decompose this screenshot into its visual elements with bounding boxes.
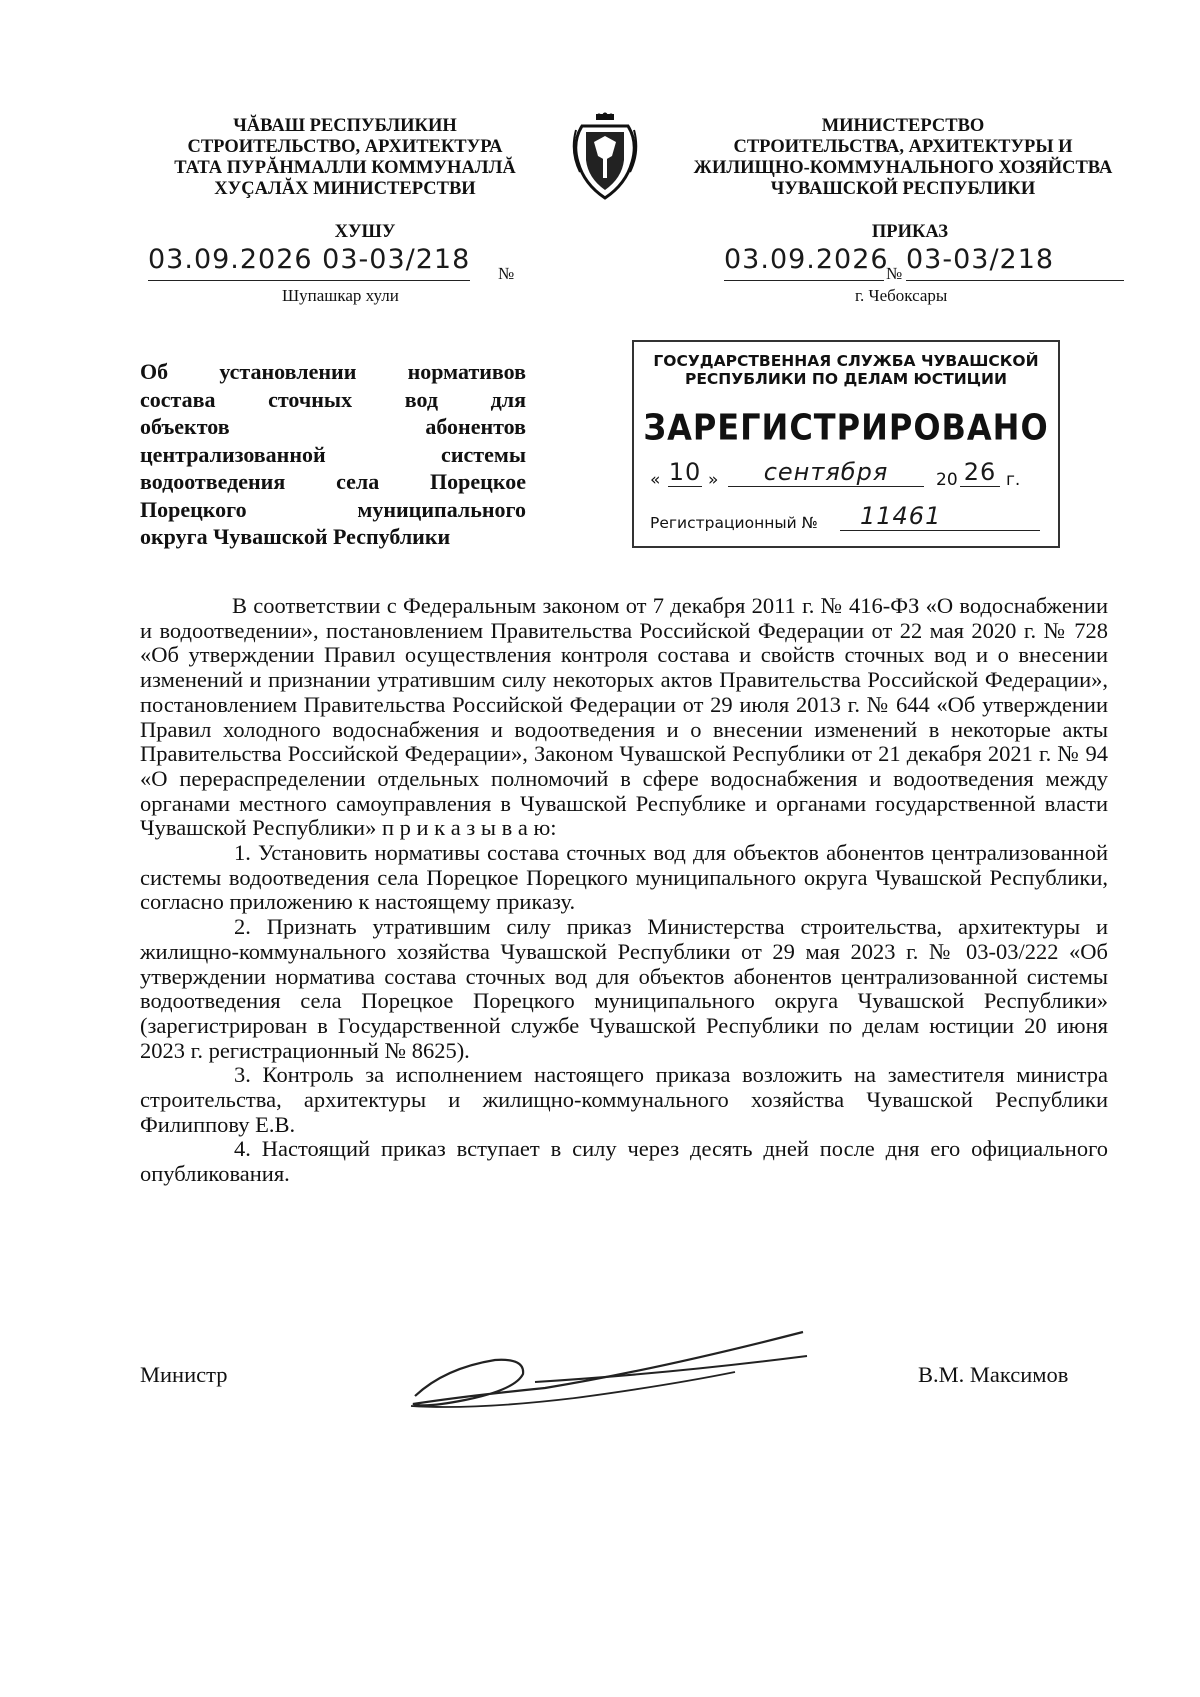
left-handwritten-date-number: 03.09.2026 03-03/218 xyxy=(148,244,470,281)
handwritten-signature xyxy=(405,1330,815,1420)
header-left-line: СТРОИТЕЛЬСТВО, АРХИТЕКТУРА xyxy=(187,137,503,157)
header-left-line: ХУÇАЛĂХ МИНИСТЕРСТВИ xyxy=(214,179,476,199)
stamp-agency xyxy=(646,352,1046,388)
header-right-line: ЧУВАШСКОЙ РЕСПУБЛИКИ xyxy=(770,179,1036,199)
paragraph-item-1: 1. Установить нормативы состава сточных вод для объектов абонентов централизованной системы водоотведения села Порецкое Порецкого муниципального округа Чувашской Республики, согласно приложению к настоящему приказу. xyxy=(140,840,1108,915)
document-body xyxy=(140,594,1108,1187)
title-line: Порецкого муниципального xyxy=(140,496,526,522)
stamp-reg-number: 11461 xyxy=(840,502,1040,531)
stamp-reg-label: Регистрационный № xyxy=(650,514,818,532)
stamp-year-suffix: 26 xyxy=(960,458,1000,487)
signatory-name: В.М. Максимов xyxy=(918,1362,1069,1387)
signatory-position: Министр xyxy=(140,1362,228,1387)
header-left-line: ЧĂВАШ РЕСПУБЛИКИН xyxy=(233,116,457,136)
paragraph-item-4: 4. Настоящий приказ вступает в силу через десять дней после дня его официального опубликования. xyxy=(140,1136,1108,1187)
stamp-agency-line: ГОСУДАРСТВЕННАЯ СЛУЖБА ЧУВАШСКОЙ xyxy=(653,352,1039,370)
stamp-quote-open: « xyxy=(650,470,661,490)
right-number-sign: № xyxy=(886,264,903,283)
left-city: Шупашкар хули xyxy=(282,286,399,305)
title-line: Об установлении нормативов xyxy=(140,359,526,384)
stamp-year-unit: г. xyxy=(1006,470,1021,490)
title-line: состава сточных вод для xyxy=(140,386,526,412)
title-line: округа Чувашской Республики xyxy=(140,524,451,549)
header-left-line: ТАТА ПУРĂНМАЛЛИ КОММУНАЛЛĂ xyxy=(174,158,516,178)
title-line: объектов абонентов xyxy=(140,414,526,439)
left-number-sign: № xyxy=(498,264,515,283)
registration-stamp xyxy=(632,340,1060,548)
stamp-date-row xyxy=(650,458,1050,492)
title-line: водоотведения села Порецкое xyxy=(140,469,526,494)
stamp-agency-line: РЕСПУБЛИКИ ПО ДЕЛАМ ЮСТИЦИИ xyxy=(684,370,1007,388)
header-right-line: СТРОИТЕЛЬСТВА, АРХИТЕКТУРЫ И xyxy=(733,137,1073,157)
header-right xyxy=(668,116,1138,200)
title-line: централизованной системы xyxy=(140,441,526,467)
header-left xyxy=(150,116,540,200)
paragraph-item-3: 3. Контроль за исполнением настоящего приказа возложить на заместителя министра строительства, архитектуры и жилищно-коммунального хозяйства Чувашской Республики Филиппову Е.В. xyxy=(140,1062,1108,1137)
order-word: п р и к а з ы в а ю: xyxy=(381,815,557,841)
stamp-quote-close: » xyxy=(708,470,719,490)
paragraph-item-2: 2. Признать утратившим силу приказ Министерства строительства, архитектуры и жилищно-коммунального хозяйства Чувашской Республики от 29 мая 2023 г. № 03-03/222 «Об утверждении норматива состава сточных вод для объектов абонентов централизованной системы водоотведения села Порецкое Порецкого муниципального округа Чувашской Республики» (зарегистрирован в Государственной службе Чувашской Республики по делам юстиции 20 июня 2023 г. регистрационный № 8625). xyxy=(140,914,1108,1063)
header-right-line: ЖИЛИЩНО-КОММУНАЛЬНОГО ХОЗЯЙСТВА xyxy=(693,158,1113,178)
coat-of-arms-emblem xyxy=(572,112,638,204)
stamp-reg-row xyxy=(650,502,1050,534)
right-handwritten-number: 03-03/218 xyxy=(906,244,1124,281)
paragraph-preamble xyxy=(140,594,1108,841)
stamp-status: ЗАРЕГИСТРИРОВАНО xyxy=(643,405,1049,449)
right-city: г. Чебоксары xyxy=(855,286,948,305)
preamble-text: В соответствии с Федеральным законом от 7 декабря 2011 г. № 416-ФЗ «О водоснабжении и водоотведении», постановлением Правительства Российской Федерации от 22 мая 2020 г. № 728 «Об утверждении Правил осуществления контроля состава и свойств сточных вод и о внесении изменений и признании утратившим силу некоторых актов Правительства Российской Федерации», постановлением Правительства Российской Федерации от 29 июля 2013 г. № 644 «Об утверждении Правил холодного водоснабжения и водоотведения и о внесении изменений в некоторые акты Правительства Российской Федерации», Законом Чувашской Республики от 21 декабря 2021 г. № 94 «О перераспределении отдельных полномочий в сфере водоснабжения и водоотведения между органами местного самоуправления в Чувашской Республике и органами государственной власти Чувашской Республики» xyxy=(140,593,1108,841)
stamp-day: 10 xyxy=(668,458,702,486)
header-right-line: МИНИСТЕРСТВО xyxy=(821,116,985,136)
stamp-year-prefix: 20 xyxy=(936,470,958,490)
stamp-month: сентября xyxy=(728,458,924,487)
right-doc-type: ПРИКАЗ xyxy=(871,222,949,242)
left-doc-type: ХУШУ xyxy=(334,222,396,242)
document-title xyxy=(140,358,526,551)
right-handwritten-date: 03.09.2026 xyxy=(724,244,884,281)
